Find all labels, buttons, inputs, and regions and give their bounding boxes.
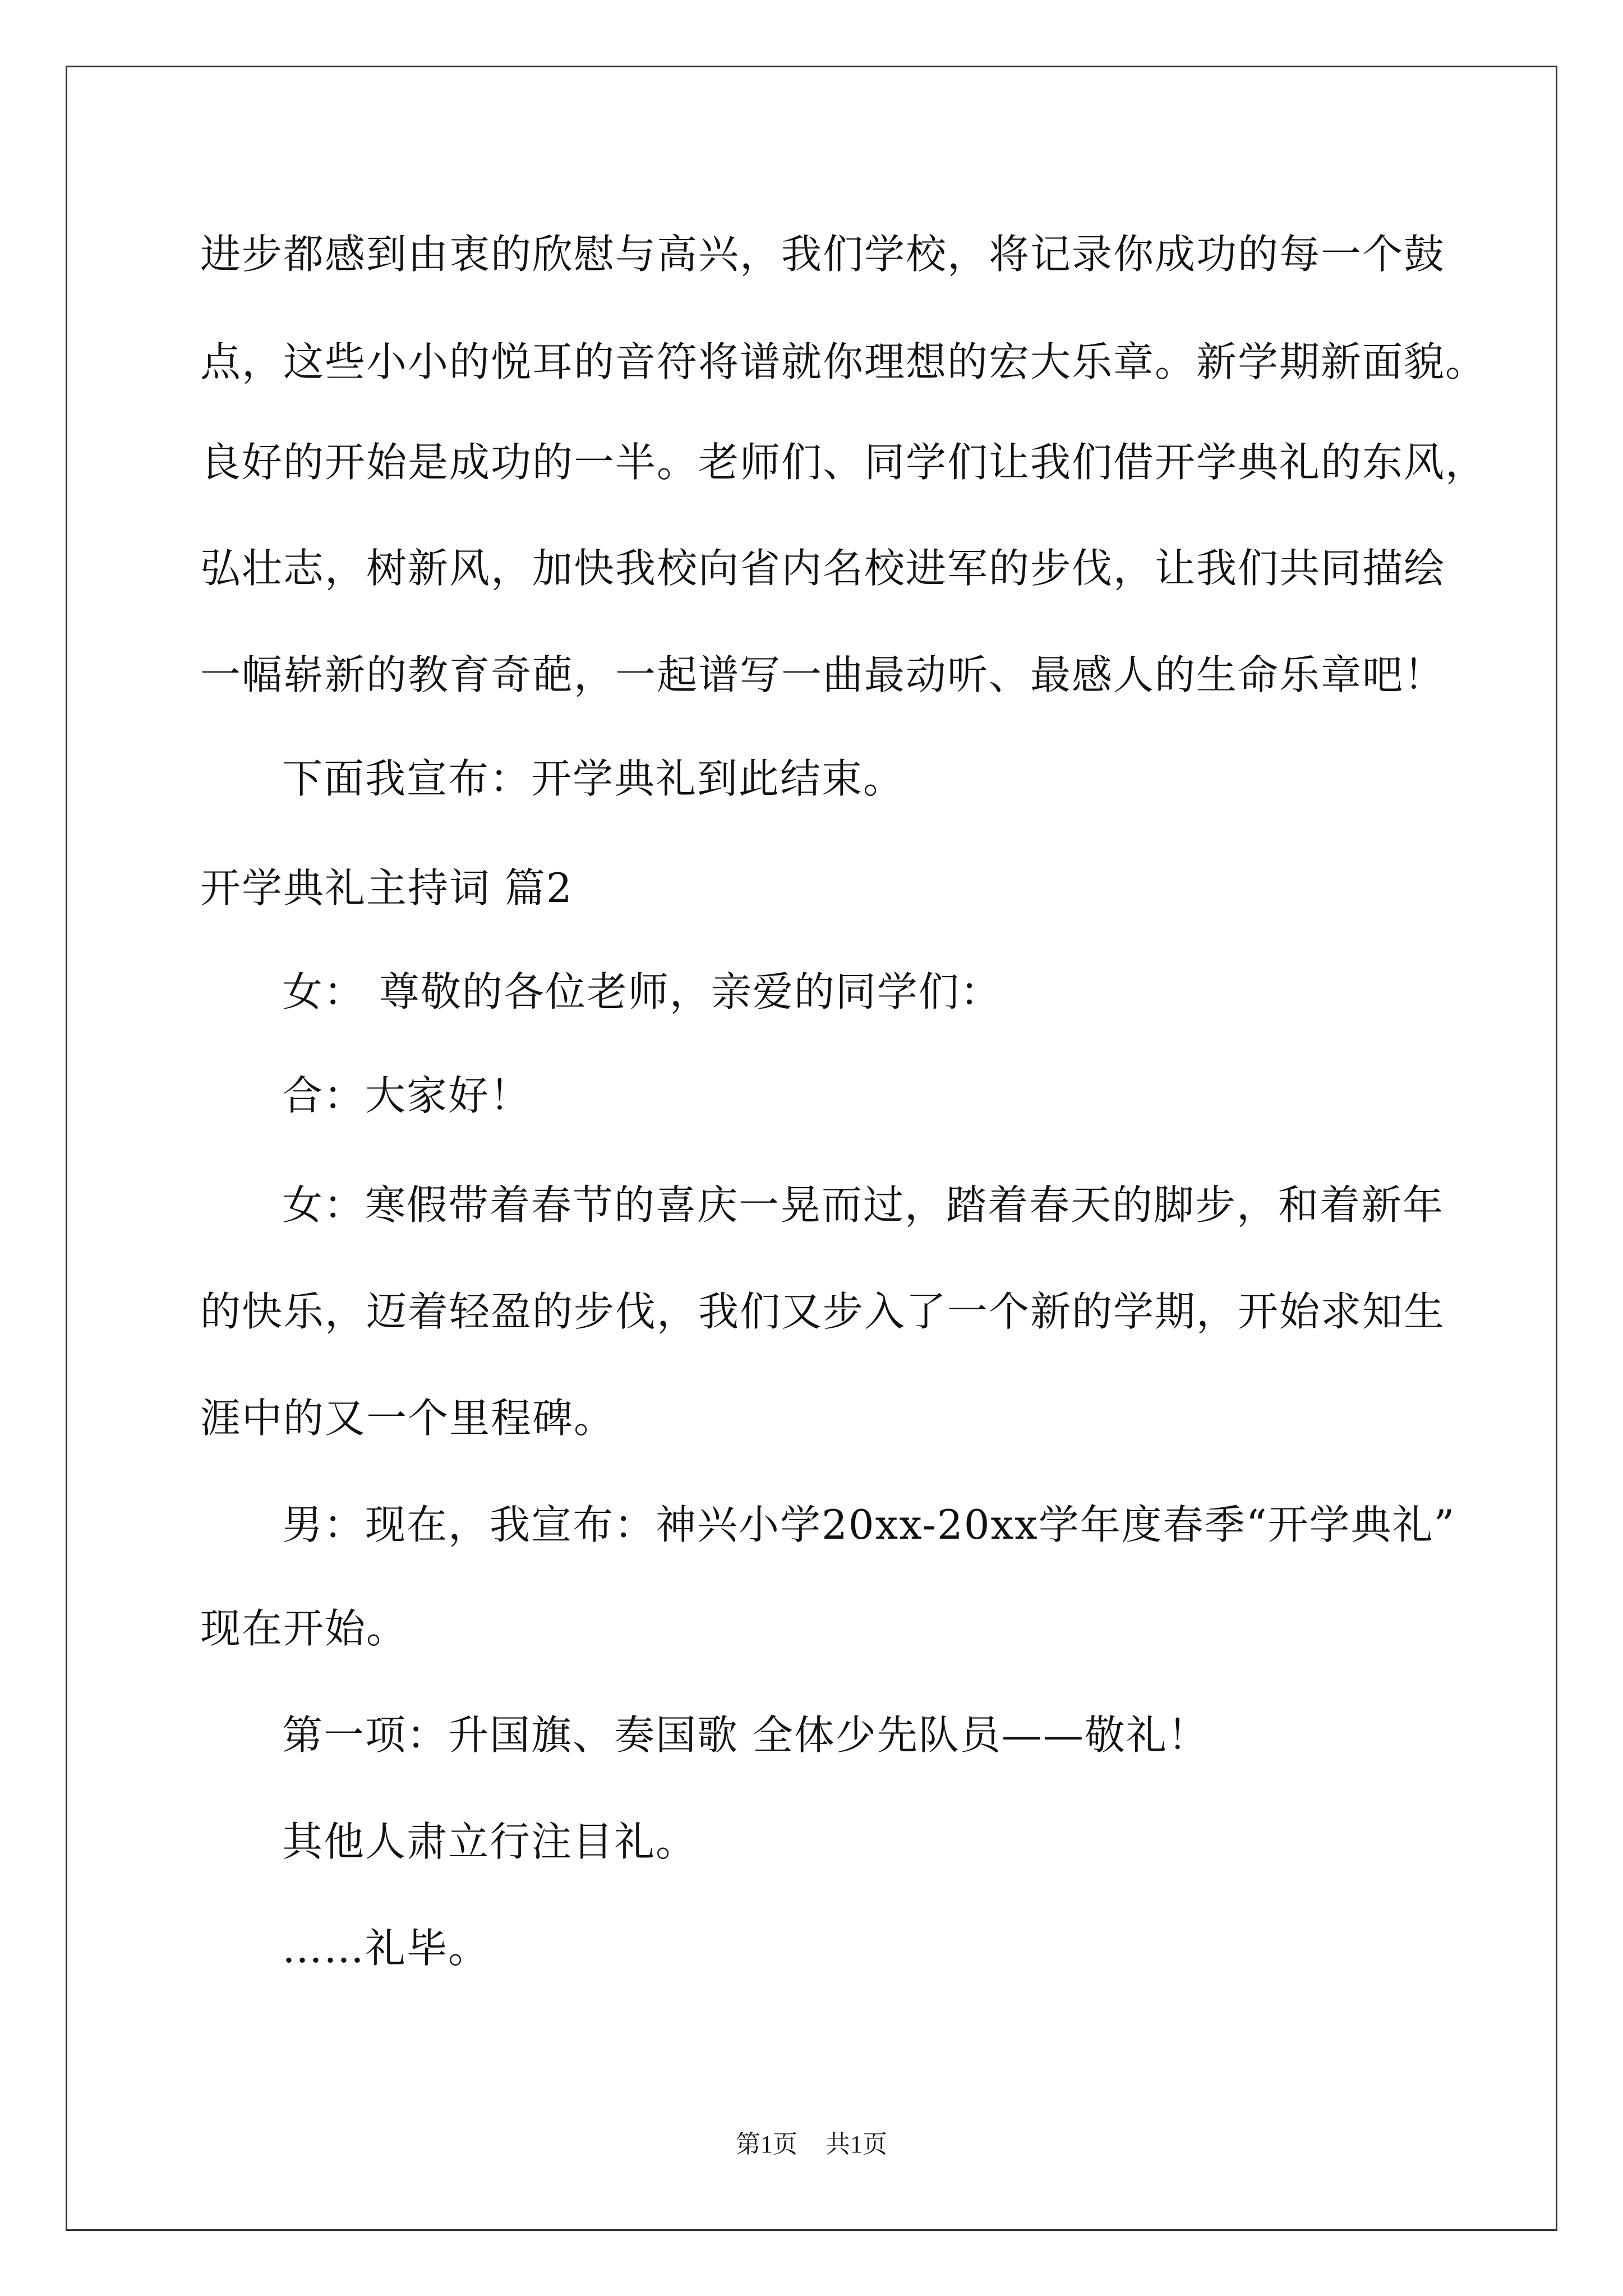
paragraph-line: 其他人肃立行注目礼。 (282, 1818, 698, 1865)
section-heading: 开学典礼主持词 篇2 (200, 864, 573, 912)
paragraph-line: 一幅崭新的教育奇葩，一起谱写一曲最动听、最感人的生命乐章吧！ (200, 651, 1446, 698)
paragraph-line: 弘壮志，树新风，加快我校向省内名校进军的步伐，让我们共同描绘 (200, 545, 1446, 592)
paragraph-line: 的快乐，迈着轻盈的步伐，我们又步入了一个新的学期，开始求知生 (200, 1288, 1446, 1335)
paragraph-line: 涯中的又一个里程碑。 (200, 1395, 616, 1442)
page-footer (0, 2129, 1623, 2160)
page-border (66, 66, 1557, 2231)
paragraph-line: 现在开始。 (200, 1605, 408, 1652)
page-total: 共1页 (826, 2131, 887, 2158)
paragraph-line: 第一项：升国旗、奏国歌 全体少先队员——敬礼！ (282, 1711, 1209, 1759)
paragraph-line: 下面我宣布：开学典礼到此结束。 (282, 755, 905, 802)
paragraph-line: 女：寒假带着春节的喜庆一晃而过，踏着春天的脚步，和着新年 (282, 1181, 1445, 1228)
paragraph-line: 男：现在，我宣布：神兴小学20xx-20xx学年度春季“开学典礼” (282, 1501, 1456, 1548)
paragraph-line: 进步都感到由衷的欣慰与高兴，我们学校，将记录你成功的每一个鼓 (200, 231, 1446, 278)
paragraph-line: 良好的开始是成功的一半。老师们、同学们让我们借开学典礼的东风， (200, 439, 1487, 486)
paragraph-line: 女： 尊敬的各位老师，亲爱的同学们： (282, 968, 1002, 1015)
paragraph-line: 合：大家好！ (282, 1072, 532, 1119)
page-number: 第1页 (736, 2131, 797, 2158)
paragraph-line: 点，这些小小的悦耳的音符将谱就你理想的宏大乐章。新学期新面貌。 (200, 338, 1487, 385)
paragraph-line: ……礼毕。 (282, 1925, 490, 1972)
